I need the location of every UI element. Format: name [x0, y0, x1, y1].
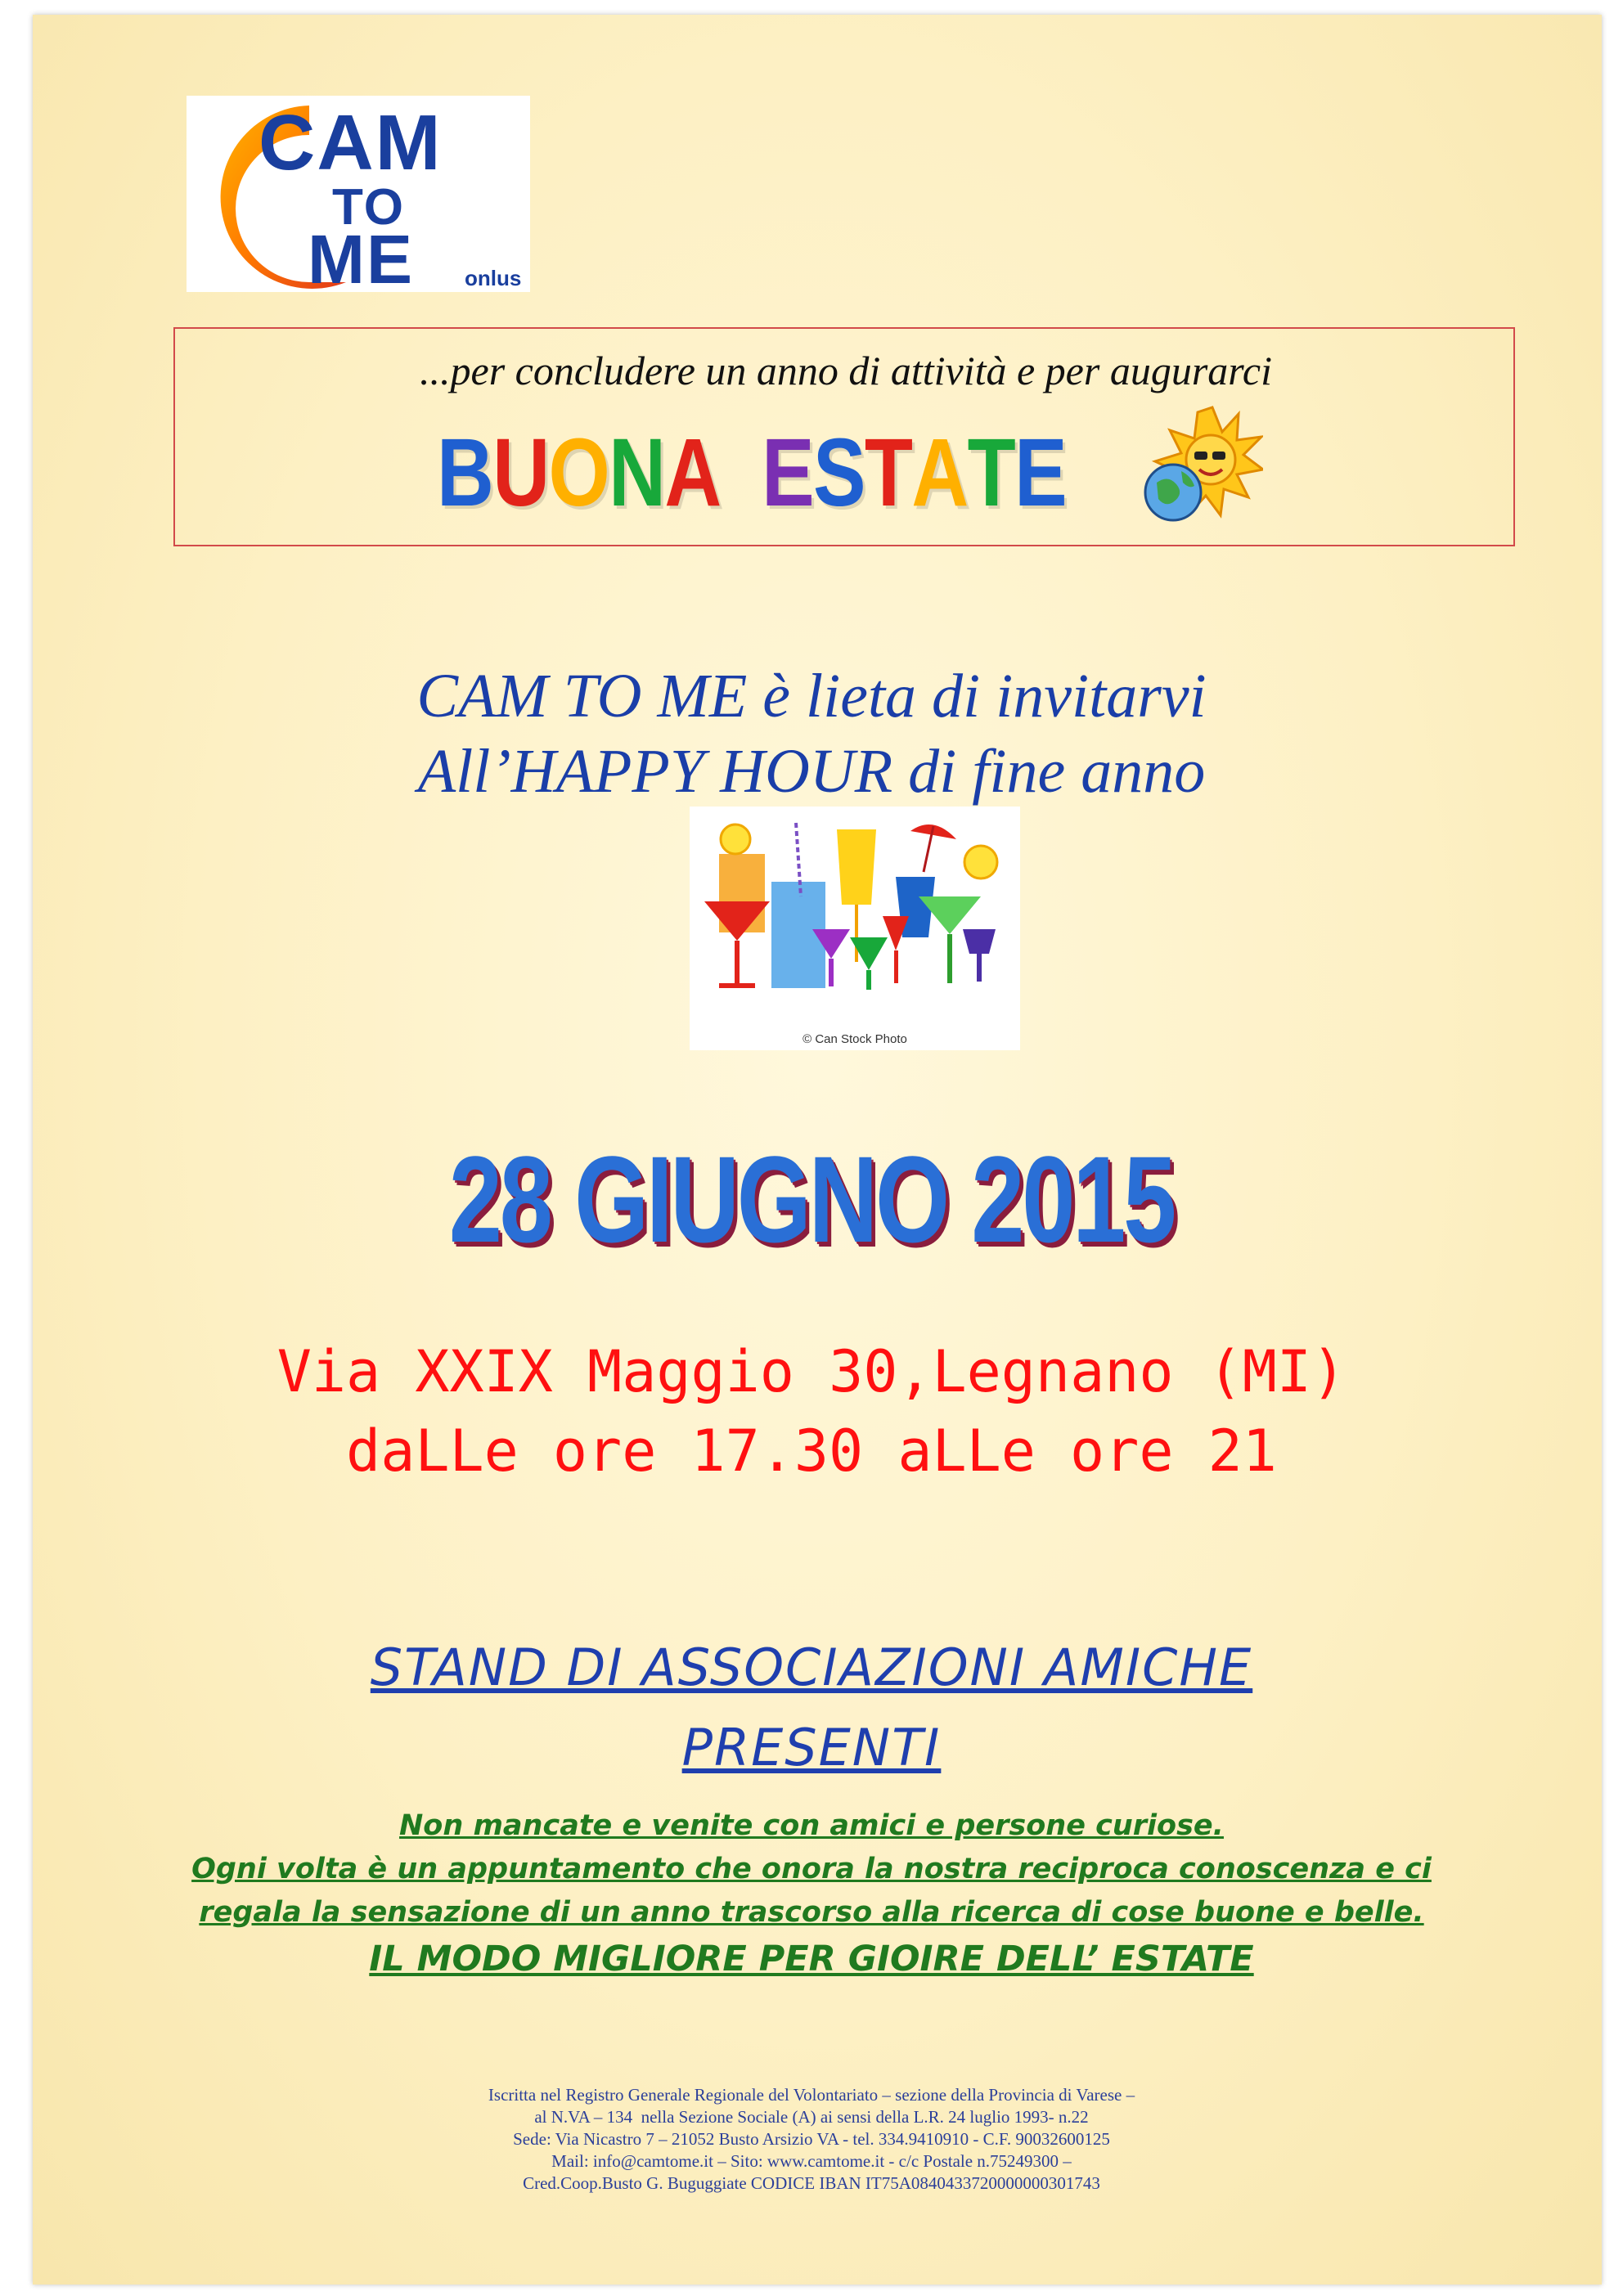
greeting-letter: N [609, 419, 665, 527]
greeting-letter: T [864, 419, 912, 527]
banner-intro: ...per concludere un anno di attività e per augurarci [420, 348, 1272, 393]
greeting-letter: A [664, 419, 721, 527]
time-line: daLLe ore 17.30 aLLe ore 21 [346, 1418, 1277, 1485]
footer-line-4: Mail: info@camtome.it – Sito: www.camtome.it - c/c Postale n.75249300 – [551, 2151, 1072, 2171]
message-line-3: regala la sensazione di un anno trascorso alla ricerca di cose buone e belle. [199, 1896, 1424, 1929]
greeting-letter: E [1014, 419, 1067, 527]
greeting-letter: O [548, 419, 609, 527]
message-line-1: Non mancate e venite con amici e persone curiose. [399, 1809, 1224, 1842]
footer-line-1: Iscritta nel Registro Generale Regionale del Volontariato – sezione della Provincia di Varese – [488, 2085, 1135, 2105]
invite-line-1: CAM TO ME è lieta di invitarvi [416, 662, 1207, 730]
greeting-letter: U [492, 419, 549, 527]
stand-subtitle: PRESENTI [681, 1718, 942, 1777]
greeting-letter [721, 417, 741, 515]
message-line-2: Ogni volta è un appuntamento che onora la nostra reciproca conoscenza e ci [191, 1853, 1432, 1885]
logo-text-to: TO [332, 179, 405, 236]
logo-text-cam: CAM [259, 99, 443, 186]
address-line: Via XXIX Maggio 30,Legnano (MI) [276, 1338, 1347, 1405]
greeting-letter: T [967, 419, 1015, 527]
logo-text-me: ME [308, 221, 414, 298]
event-date: 28 GIUGNO 2015 [448, 1130, 1175, 1268]
greeting-banner [173, 327, 1515, 546]
image-credit: © Can Stock Photo [803, 1032, 907, 1046]
cocktail-glasses-icon [690, 807, 1020, 1027]
footer-line-5: Cred.Coop.Busto G. Buguggiate CODICE IBAN IT75A0840433720000000301743 [523, 2173, 1100, 2193]
sun-globe-icon [1140, 404, 1263, 527]
footer-info [0, 2084, 1623, 2195]
camtome-logo [187, 96, 530, 298]
logo-onlus: onlus [465, 266, 522, 290]
footer-line-2: al N.VA – 134 nella Sezione Sociale (A) ai sensi della L.R. 24 luglio 1993- n.22 [534, 2107, 1089, 2127]
cocktails-illustration [690, 807, 1020, 1050]
buona-estate-title [437, 417, 1067, 527]
footer-line-3: Sede: Via Nicastro 7 – 21052 Busto Arsizio VA - tel. 334.9410910 - C.F. 90032600125 [513, 2129, 1110, 2149]
greeting-letter: E [762, 419, 814, 527]
greeting-letter [741, 417, 762, 515]
message-line-4: IL MODO MIGLIORE PER GIOIRE DELL’ ESTATE [369, 1939, 1254, 1979]
greeting-letter: A [911, 419, 968, 527]
greeting-letter: B [437, 419, 493, 527]
invite-line-2: All’HAPPY HOUR di fine anno [417, 737, 1206, 806]
stand-title: STAND DI ASSOCIAZIONI AMICHE [370, 1638, 1253, 1697]
greeting-letter: S [813, 419, 865, 527]
